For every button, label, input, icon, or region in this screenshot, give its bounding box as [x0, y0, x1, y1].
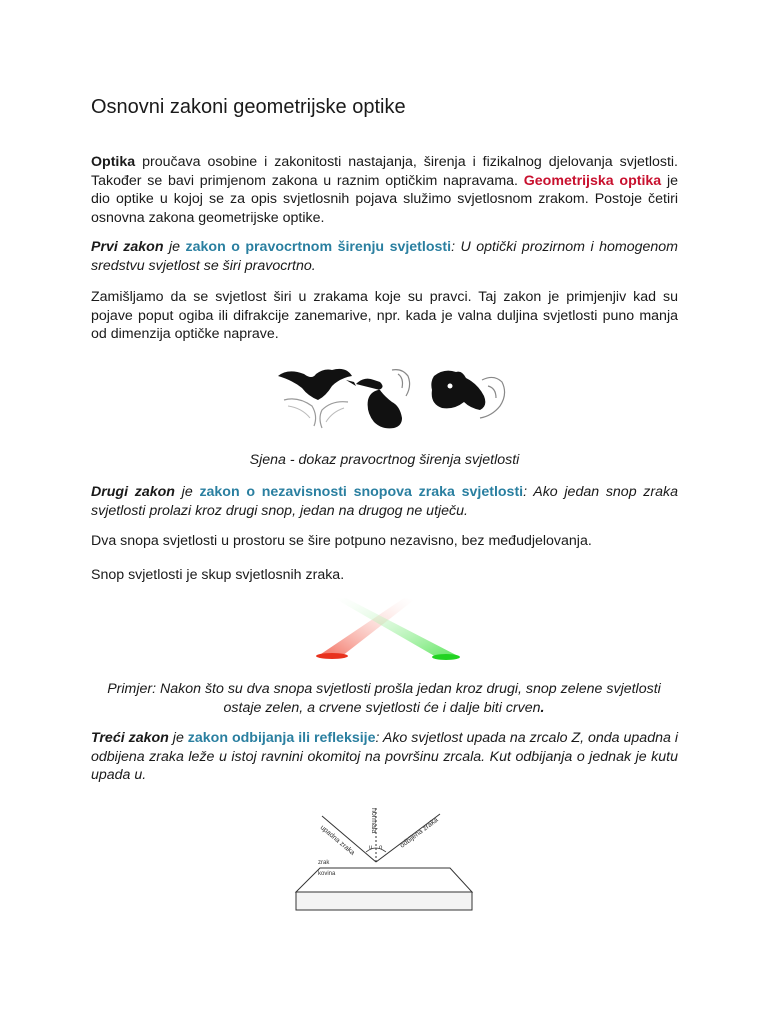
intro-text-1: proučava osobine i zakonitosti nastajanja, širenja i fizikalnog djelovanja svjetlosti. Također se bavi primjenom zakona u raznim optičkim napravama. — [91, 154, 678, 189]
label-o: o — [379, 845, 383, 851]
bird-shadow — [278, 369, 352, 428]
law3-je: je — [168, 730, 188, 746]
green-spot — [432, 654, 460, 660]
red-spot — [316, 653, 348, 659]
law1-text: : U optički prozirnom i homogenom sredstvu svjetlost se širi pravocrtno. — [91, 239, 678, 274]
law3-law: zakon odbijanja ili refleksije — [187, 730, 376, 746]
law1-name: Prvi zakon — [91, 239, 164, 255]
term-geometrijska-optika: Geometrijska optika — [523, 172, 662, 189]
hand-shadows-image — [274, 366, 512, 432]
reflection-diagram — [290, 800, 480, 920]
law3-paragraph — [91, 729, 678, 785]
law2-text: : Ako jedan snop zraka svjetlosti prolazi kroz drugi snop, jedan na drugog ne utječu. — [91, 484, 678, 519]
law1-law: zakon o pravocrtnom širenju svjetlosti — [185, 239, 452, 255]
law2-paragraph — [91, 483, 678, 520]
paragraph-4: Snop svjetlosti je skup svjetlosnih zraka. — [91, 567, 345, 583]
law3-name: Treći zakon — [91, 730, 169, 746]
page-title: Osnovni zakoni geometrijske optike — [91, 96, 406, 118]
law1-paragraph — [91, 238, 678, 275]
crossing-beams-image — [300, 594, 472, 666]
label-normala: normala — [370, 808, 377, 834]
label-odbijena-zraka: odbijena zraka — [398, 816, 440, 850]
law1-je: je — [163, 239, 186, 255]
paragraph-3: Dva snopa svjetlosti u prostoru se šire potpuno nezavisno, bez međudjelovanja. — [91, 533, 592, 549]
paragraph-2: Zamišljamo da se svjetlost širi u zrakama koje su pravci. Taj zakon je primjenjiv kad su pojave poput ogiba ili difrakcije zanemarive, npr. kada je valna duljina svjetlosti puno manja od dimenzija optičke naprave. — [91, 289, 678, 342]
intro-text-2: je dio optike u kojoj se za opis svjetlosnih pojava služimo svjetlosnom zrakom. Postoje četiri osnovna zakona geometrijske optike. — [91, 172, 679, 226]
mirror-front-face — [296, 892, 472, 910]
dog-shadow — [431, 371, 504, 418]
term-optika: Optika — [91, 154, 136, 170]
label-kovina: kovina — [318, 871, 336, 877]
caption-shadow: Sjena - dokaz pravocrtnog širenja svjetlosti — [249, 452, 520, 468]
caption-beams — [100, 680, 668, 717]
swan-shadow — [346, 370, 410, 429]
law2-law: zakon o nezavisnosti snopova zraka svjetlosti — [199, 484, 524, 500]
law3-text: : Ako svjetlost upada na zrcalo Z, onda upadna i odbijena zraka leže u istoj ravnini okomitoj na površinu zrcala. Kut odbijanja o jednak je kutu upada u. — [91, 730, 678, 783]
label-u: u — [369, 845, 373, 851]
caption-beams-text: Primjer: Nakon što su dva snopa svjetlosti prošla jedan kroz drugi, snop zelene svjetlosti ostaje zelen, a crvene svjetlosti će i dalje biti crven — [107, 681, 661, 716]
intro-paragraph — [91, 153, 678, 227]
label-upadna-zraka: upadna zraka — [318, 824, 356, 857]
law2-je: je — [174, 484, 200, 500]
caption-beams-dot: . — [540, 699, 545, 716]
label-zrak: zrak — [318, 860, 330, 866]
law2-name: Drugi zakon — [91, 484, 175, 500]
